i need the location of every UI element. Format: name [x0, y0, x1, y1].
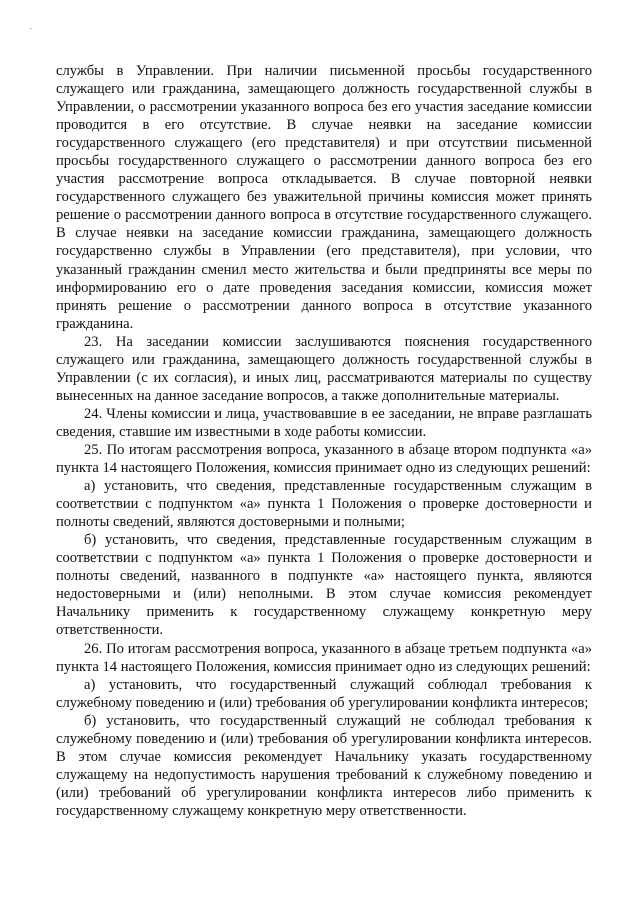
- paragraph-26-b: б) установить, что государственный служащий не соблюдал требования к служебному поведению и (или) требования об урегулировании конфликта интересов. В этом случае комиссия рекомендует Начальнику указать государственному служащему на недопустимость нарушения требований к служебному поведению и (или) требований об урегулировании конфликта интересов либо применить к государственному служащему конкретную меру ответственности.: [56, 712, 592, 819]
- paragraph-25-b: б) установить, что сведения, представленные государственным служащим в соответствии с подпунктом «а» пункта 1 Положения о проверке достоверности и полноты сведений, названного в подпункте «а» настоящего пункта, являются недостоверными и (или) неполными. В этом случае комиссия рекомендует Начальнику применить к государственному служащему конкретную меру ответственности.: [56, 532, 592, 639]
- paragraph-26-a: а) установить, что государственный служащий соблюдал требования к служебному поведению и (или) требования об урегулировании конфликта интересов;: [56, 676, 592, 711]
- paragraph-25-a: а) установить, что сведения, представленные государственным служащим в соответствии с подпунктом «а» пункта 1 Положения о проверке достоверности и полноты сведений, являются достоверными и полными;: [56, 478, 592, 531]
- paragraph-25: 25. По итогам рассмотрения вопроса, указанного в абзаце втором подпункта «а» пункта 14 настоящего Положения, комиссия принимает одно из следующих решений:: [56, 441, 592, 477]
- scan-speck: [30, 28, 32, 29]
- paragraph-continuation: службы в Управлении. При наличии письменной просьбы государственного служащего или гражданина, замещающего должность государственной службы в Управлении, о рассмотрении указанного вопроса без его участия заседание комиссии проводится в его отсутствие. В случае неявки на заседание комиссии государственного служащего (его представителя) и при отсутствии письменной просьбы государственного служащего о рассмотрении данного вопроса без его участия рассмотрение вопроса откладывается. В случае повторной неявки государственного служащего без уважительной причины комиссия может принять решение о рассмотрении данного вопроса в отсутствие государственного служащего. В случае неявки на заседание комиссии гражданина, замещающего должность государственно службы в Управлении (его представителя), при условии, что указанный гражданин сменил место жительства и были предприняты все меры по информированию его о дате проведения заседания комиссии, комиссия может принять решение о рассмотрении данного вопроса в отсутствие указанного гражданина.: [56, 63, 592, 332]
- paragraph-23: 23. На заседании комиссии заслушиваются пояснения государственного служащего или гражданина, замещающего должность государственной службы в Управлении (с их согласия), и иных лиц, рассматриваются материалы по существу вынесенных на данное заседание вопросов, а также дополнительные материалы.: [56, 333, 592, 404]
- document-page: [56, 62, 592, 820]
- paragraph-26: 26. По итогам рассмотрения вопроса, указанного в абзаце третьем подпункта «а» пункта 14 настоящего Положения, комиссия принимает одно из следующих решений:: [56, 640, 592, 675]
- paragraph-24: 24. Члены комиссии и лица, участвовавшие в ее заседании, не вправе разглашать сведения, ставшие им известными в ходе работы комиссии.: [56, 405, 592, 440]
